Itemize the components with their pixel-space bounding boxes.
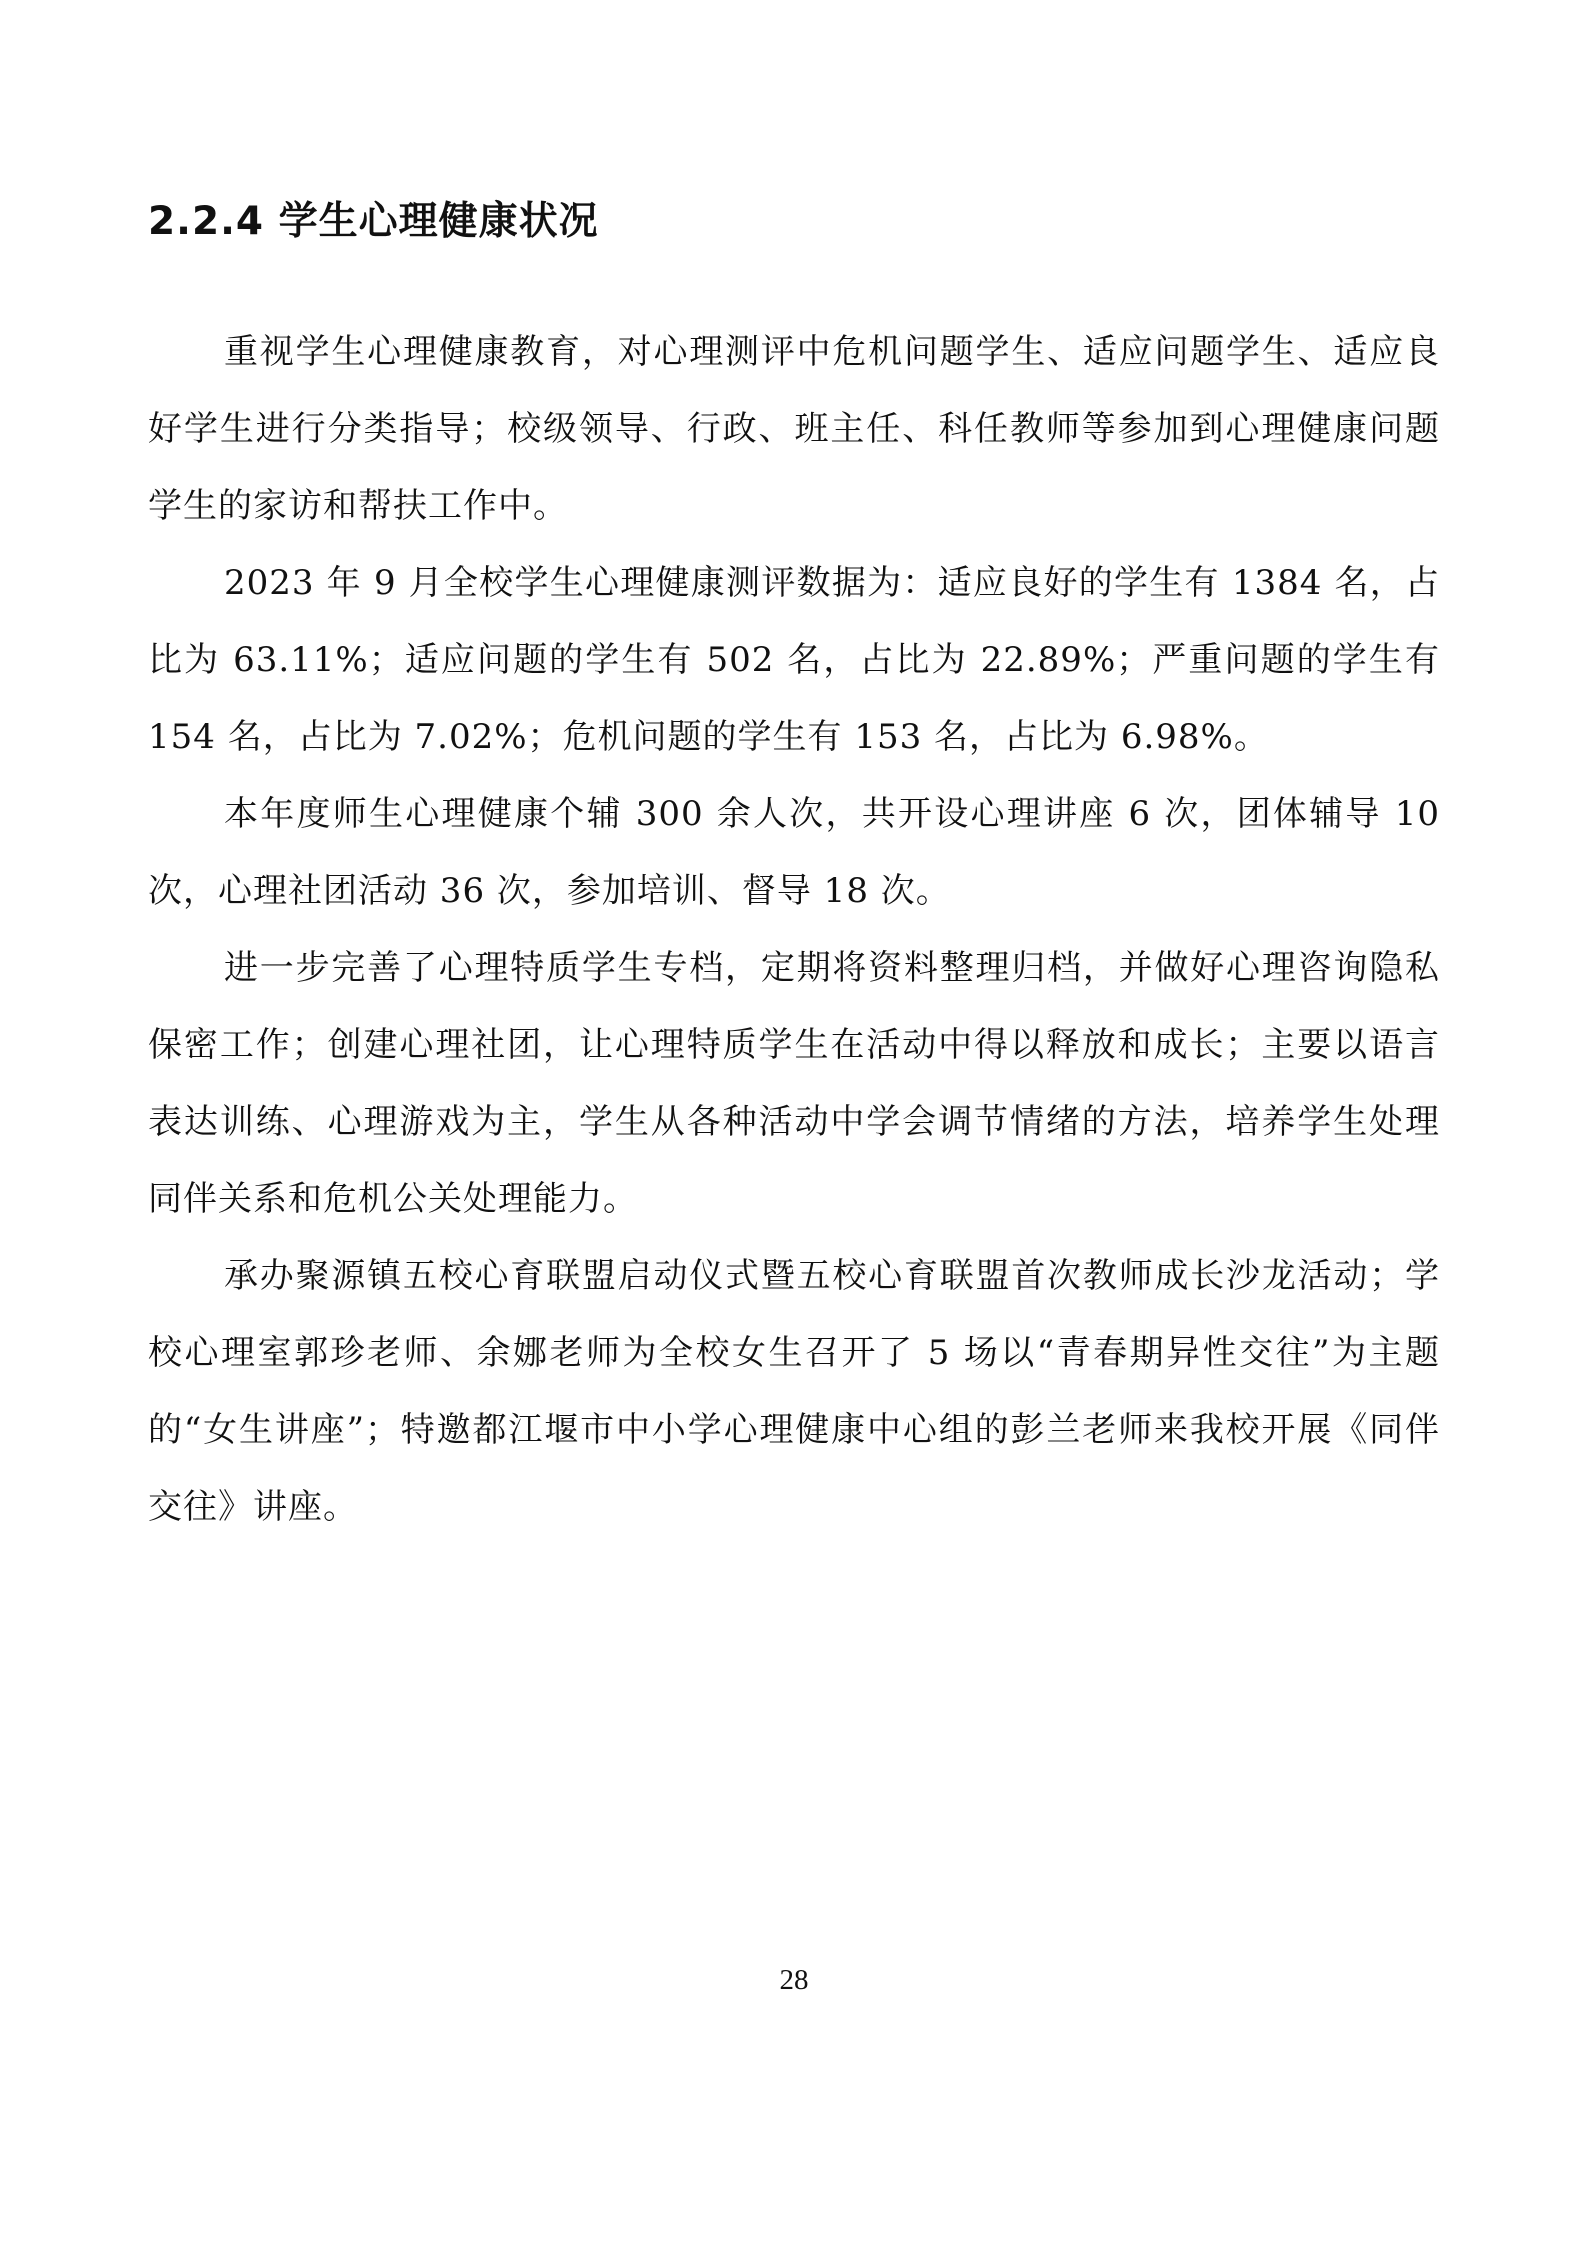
paragraph-counseling-stats: 本年度师生心理健康个辅 300 余人次，共开设心理讲座 6 次，团体辅导 10 次，心理社团活动 36 次，参加培训、督导 18 次。 bbox=[148, 794, 1440, 911]
paragraph-archives-clubs: 进一步完善了心理特质学生专档，定期将资料整理归档，并做好心理咨询隐私保密工作；创建心理社团，让心理特质学生在活动中得以释放和成长；主要以语言表达训练、心理游戏为主，学生从各种活动中学会调节情绪的方法，培养学生处理同伴关系和危机公关处理能力。 bbox=[148, 948, 1440, 1219]
page-number: 28 bbox=[779, 1964, 809, 1996]
section-heading: 2.2.4 学生心理健康状况 bbox=[148, 199, 599, 244]
body-text bbox=[148, 314, 1440, 1546]
paragraph-events-lectures: 承办聚源镇五校心育联盟启动仪式暨五校心育联盟首次教师成长沙龙活动；学校心理室郭珍老师、余娜老师为全校女生召开了 5 场以“青春期异性交往”为主题的“女生讲座”；特邀都江堰市中小学心理健康中心组的彭兰老师来我校开展《同伴交往》讲座。 bbox=[148, 1256, 1440, 1527]
paragraph-assessment-data: 2023 年 9 月全校学生心理健康测评数据为：适应良好的学生有 1384 名，占比为 63.11%；适应问题的学生有 502 名，占比为 22.89%；严重问题的学生有 154 名，占比为 7.02%；危机问题的学生有 153 名，占比为 6.98%。 bbox=[148, 563, 1440, 757]
paragraph-overview: 重视学生心理健康教育，对心理测评中危机问题学生、适应问题学生、适应良好学生进行分类指导；校级领导、行政、班主任、科任教师等参加到心理健康问题学生的家访和帮扶工作中。 bbox=[148, 332, 1440, 526]
